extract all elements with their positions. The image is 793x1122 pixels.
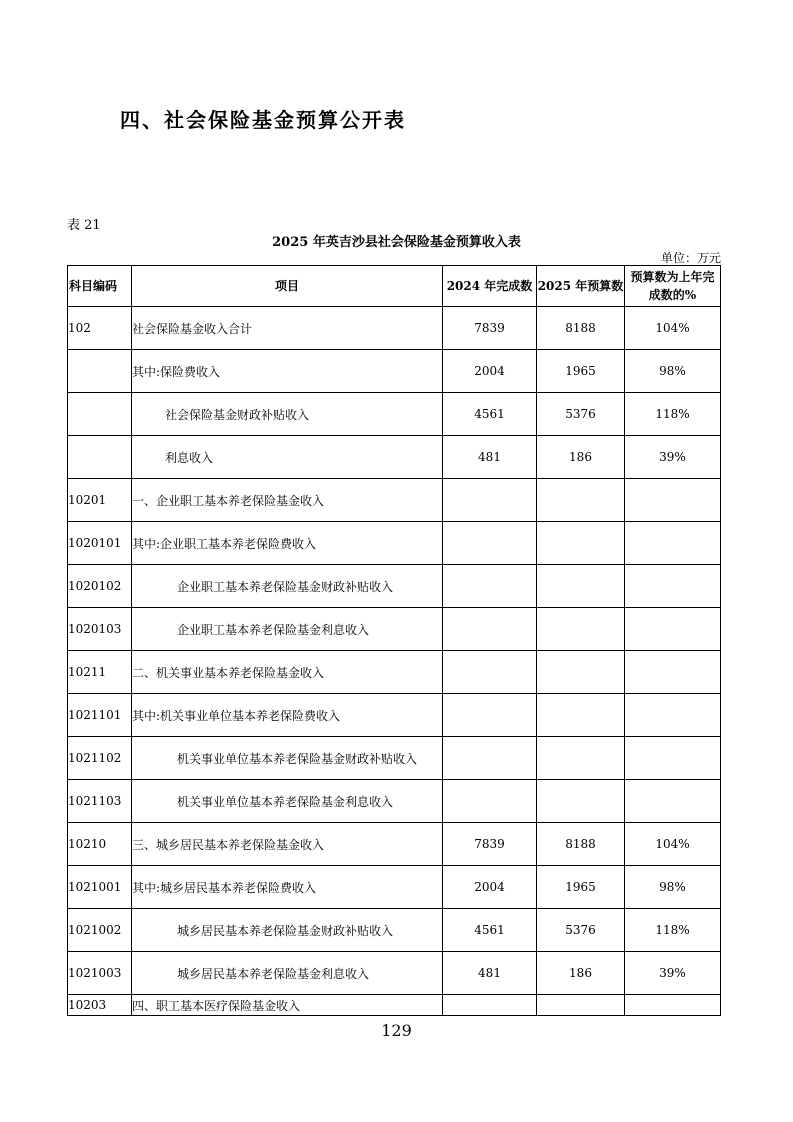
cell-code <box>68 350 132 393</box>
section-heading: 四、社会保险基金预算公开表 <box>120 108 406 132</box>
cell-code: 10203 <box>68 995 132 1016</box>
cell-code: 1021002 <box>68 909 132 952</box>
cell-2024-actual: 7839 <box>443 307 537 350</box>
header-row <box>68 266 721 307</box>
cell-percent <box>625 565 721 608</box>
budget-income-table <box>67 265 721 1016</box>
cell-item: 其中:保险费收入 <box>132 350 443 393</box>
cell-2024-actual <box>443 995 537 1016</box>
cell-percent: 98% <box>625 866 721 909</box>
table-row <box>68 995 721 1016</box>
cell-item: 其中:企业职工基本养老保险费收入 <box>132 522 443 565</box>
header-2025-budget: 2025 年预算数 <box>537 266 625 307</box>
table-row <box>68 952 721 995</box>
cell-item: 社会保险基金财政补贴收入 <box>132 393 443 436</box>
table-row <box>68 694 721 737</box>
cell-2024-actual: 4561 <box>443 393 537 436</box>
cell-code: 10211 <box>68 651 132 694</box>
table-row <box>68 737 721 780</box>
header-item: 项目 <box>132 266 443 307</box>
cell-2024-actual: 4561 <box>443 909 537 952</box>
cell-2025-budget <box>537 522 625 565</box>
cell-percent: 104% <box>625 823 721 866</box>
cell-code: 10201 <box>68 479 132 522</box>
cell-percent: 104% <box>625 307 721 350</box>
cell-2025-budget: 186 <box>537 952 625 995</box>
cell-2025-budget: 8188 <box>537 307 625 350</box>
cell-item: 社会保险基金收入合计 <box>132 307 443 350</box>
table-row <box>68 909 721 952</box>
cell-2024-actual <box>443 608 537 651</box>
cell-percent <box>625 737 721 780</box>
cell-item: 二、机关事业基本养老保险基金收入 <box>132 651 443 694</box>
cell-2025-budget <box>537 608 625 651</box>
cell-2024-actual: 7839 <box>443 823 537 866</box>
cell-percent <box>625 608 721 651</box>
cell-percent: 39% <box>625 436 721 479</box>
table-row <box>68 866 721 909</box>
cell-percent <box>625 651 721 694</box>
cell-percent: 98% <box>625 350 721 393</box>
cell-percent: 118% <box>625 909 721 952</box>
cell-item: 机关事业单位基本养老保险基金利息收入 <box>132 780 443 823</box>
cell-item: 三、城乡居民基本养老保险基金收入 <box>132 823 443 866</box>
header-2024-actual: 2024 年完成数 <box>443 266 537 307</box>
table-number: 表 21 <box>67 218 101 233</box>
cell-percent: 39% <box>625 952 721 995</box>
table-title: 2025 年英吉沙县社会保险基金预算收入表 <box>272 235 521 250</box>
cell-2024-actual <box>443 479 537 522</box>
cell-code: 1021103 <box>68 780 132 823</box>
cell-percent <box>625 479 721 522</box>
cell-item: 一、企业职工基本养老保险基金收入 <box>132 479 443 522</box>
cell-2025-budget <box>537 694 625 737</box>
table-row <box>68 608 721 651</box>
cell-code: 1021001 <box>68 866 132 909</box>
cell-item: 其中:机关事业单位基本养老保险费收入 <box>132 694 443 737</box>
table-row <box>68 436 721 479</box>
cell-code: 10210 <box>68 823 132 866</box>
table-row <box>68 393 721 436</box>
cell-code <box>68 436 132 479</box>
cell-item: 城乡居民基本养老保险基金利息收入 <box>132 952 443 995</box>
cell-code: 1021003 <box>68 952 132 995</box>
table-row <box>68 780 721 823</box>
cell-2024-actual <box>443 565 537 608</box>
header-code: 科目编码 <box>68 266 132 307</box>
cell-2024-actual <box>443 522 537 565</box>
table-row <box>68 350 721 393</box>
cell-percent: 118% <box>625 393 721 436</box>
cell-code: 102 <box>68 307 132 350</box>
cell-item: 机关事业单位基本养老保险基金财政补贴收入 <box>132 737 443 780</box>
cell-code: 1020102 <box>68 565 132 608</box>
cell-2025-budget: 186 <box>537 436 625 479</box>
cell-2025-budget <box>537 479 625 522</box>
cell-2024-actual <box>443 780 537 823</box>
cell-item: 企业职工基本养老保险基金利息收入 <box>132 608 443 651</box>
table-row <box>68 565 721 608</box>
table-row <box>68 823 721 866</box>
cell-code: 1020101 <box>68 522 132 565</box>
cell-percent <box>625 995 721 1016</box>
cell-code: 1020103 <box>68 608 132 651</box>
cell-2025-budget <box>537 995 625 1016</box>
cell-2025-budget <box>537 565 625 608</box>
cell-2025-budget: 1965 <box>537 350 625 393</box>
cell-2025-budget <box>537 737 625 780</box>
page-number: 129 <box>381 1021 412 1040</box>
cell-2024-actual: 2004 <box>443 866 537 909</box>
cell-2025-budget: 5376 <box>537 909 625 952</box>
header-percent: 预算数为上年完成数的% <box>625 266 721 307</box>
cell-percent <box>625 780 721 823</box>
cell-item: 利息收入 <box>132 436 443 479</box>
cell-2025-budget: 8188 <box>537 823 625 866</box>
cell-item: 城乡居民基本养老保险基金财政补贴收入 <box>132 909 443 952</box>
cell-percent <box>625 694 721 737</box>
cell-2025-budget <box>537 780 625 823</box>
cell-code: 1021101 <box>68 694 132 737</box>
table-row <box>68 651 721 694</box>
cell-2024-actual <box>443 737 537 780</box>
table-row <box>68 307 721 350</box>
table-row <box>68 522 721 565</box>
cell-2024-actual: 481 <box>443 952 537 995</box>
cell-2024-actual <box>443 651 537 694</box>
cell-code: 1021102 <box>68 737 132 780</box>
unit-label: 单位：万元 <box>660 251 721 265</box>
cell-item: 企业职工基本养老保险基金财政补贴收入 <box>132 565 443 608</box>
cell-percent <box>625 522 721 565</box>
cell-2025-budget: 5376 <box>537 393 625 436</box>
cell-item: 四、职工基本医疗保险基金收入 <box>132 995 443 1016</box>
table-row <box>68 479 721 522</box>
cell-2025-budget <box>537 651 625 694</box>
cell-2025-budget: 1965 <box>537 866 625 909</box>
cell-2024-actual: 481 <box>443 436 537 479</box>
cell-2024-actual: 2004 <box>443 350 537 393</box>
cell-item: 其中:城乡居民基本养老保险费收入 <box>132 866 443 909</box>
cell-2024-actual <box>443 694 537 737</box>
cell-code <box>68 393 132 436</box>
